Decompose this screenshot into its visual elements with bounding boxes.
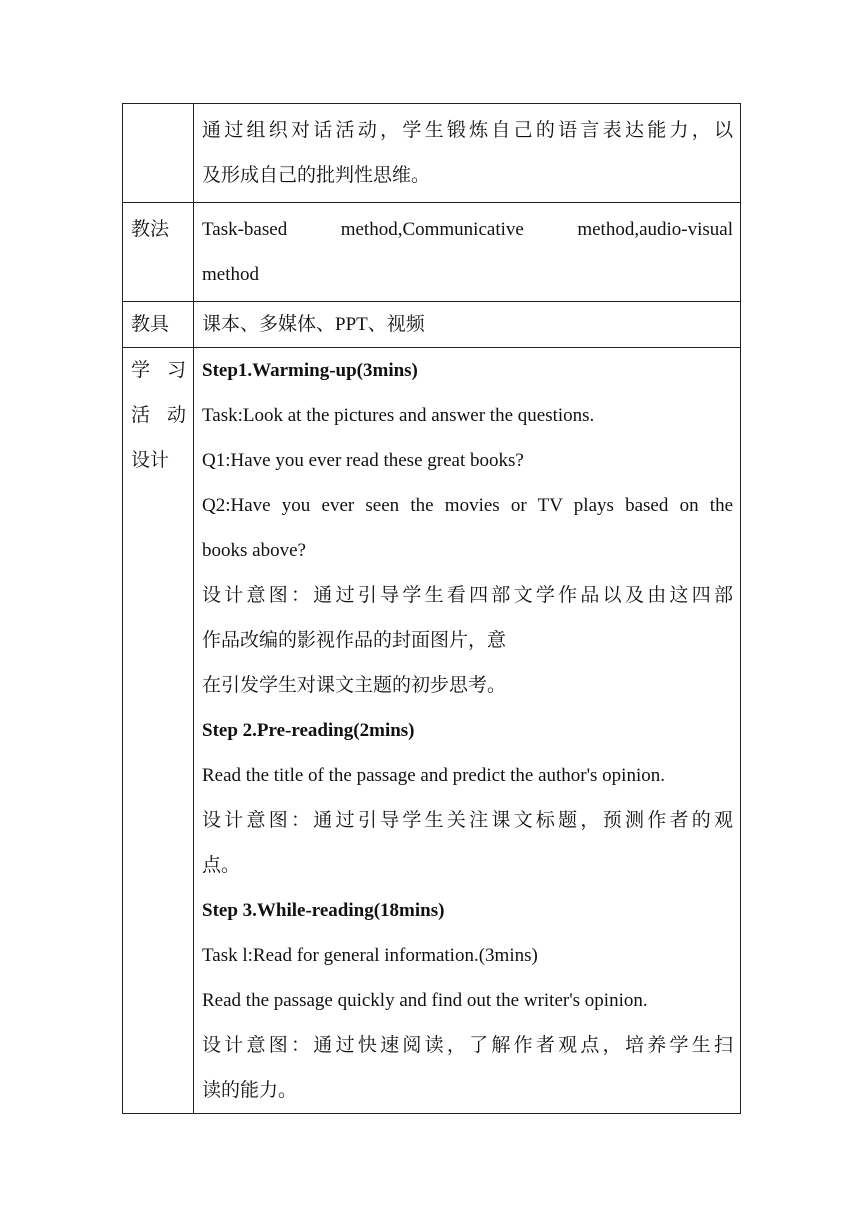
step2-intent-line-2: 点。 — [202, 855, 241, 876]
row-label-cell — [123, 348, 194, 1114]
label-char: 学 — [131, 360, 151, 381]
step3-title: Step 3.While-reading(18mins) — [202, 900, 445, 921]
tools-label: 教具 — [131, 314, 170, 335]
activities-content-cell — [194, 348, 741, 1114]
table-row-goal — [123, 104, 741, 203]
activities-label-line-1 — [123, 348, 193, 393]
goal-content-cell — [194, 104, 741, 203]
label-char: 活 — [131, 405, 151, 426]
step3-task1-desc: Read the passage quickly and find out the writer's opinion. — [202, 990, 648, 1011]
step1-intent-line-3: 在引发学生对课文主题的初步思考。 — [202, 675, 507, 696]
table-row-method — [123, 203, 741, 302]
label-char: 设 — [131, 450, 151, 471]
table-row-activities — [123, 348, 741, 1114]
step3-intent-line-1: 设计意图：通过快速阅读，了解作者观点，培养学生扫 — [202, 1035, 733, 1056]
step2-task: Read the title of the passage and predict the author's opinion. — [202, 765, 665, 786]
method-line-1: Task-based method,Communicative method,audio-visual — [202, 219, 733, 240]
lesson-plan-table — [122, 103, 741, 1114]
method-label: 教法 — [131, 219, 170, 240]
row-label-cell — [123, 302, 194, 348]
step3-task1: Task l:Read for general information.(3mins) — [202, 945, 538, 966]
step1-intent-line-1: 设计意图：通过引导学生看四部文学作品以及由这四部 — [202, 585, 733, 606]
step1-q2-line-1: Q2:Have you ever seen the movies or TV plays based on the — [202, 495, 733, 516]
step2-title: Step 2.Pre-reading(2mins) — [202, 720, 415, 741]
step1-title: Step1.Warming-up(3mins) — [202, 360, 418, 381]
table-row-tools — [123, 302, 741, 348]
method-line-2: method — [202, 264, 259, 285]
step1-q1: Q1:Have you ever read these great books? — [202, 450, 524, 471]
step3-intent-line-2: 读的能力。 — [202, 1080, 298, 1101]
tools-content-cell — [194, 302, 741, 348]
step1-task: Task:Look at the pictures and answer the questions. — [202, 405, 595, 426]
activities-label-line-3 — [123, 438, 193, 483]
row-label-cell — [123, 203, 194, 302]
step2-intent-line-1: 设计意图：通过引导学生关注课文标题，预测作者的观 — [202, 810, 733, 831]
label-char: 习 — [166, 360, 186, 381]
method-content-cell — [194, 203, 741, 302]
step1-q2-line-2: books above? — [202, 540, 306, 561]
step1-intent-line-2: 作品改编的影视作品的封面图片，意 — [202, 630, 507, 651]
goal-line-2: 及形成自己的批判性思维。 — [202, 165, 431, 186]
activities-label-line-2 — [123, 393, 193, 438]
goal-line-1: 通过组织对话活动，学生锻炼自己的语言表达能力，以 — [202, 120, 733, 141]
label-char: 计 — [150, 450, 170, 471]
row-label-cell — [123, 104, 194, 203]
label-char: 动 — [166, 405, 186, 426]
tools-text: 课本、多媒体、PPT、视频 — [202, 314, 425, 335]
